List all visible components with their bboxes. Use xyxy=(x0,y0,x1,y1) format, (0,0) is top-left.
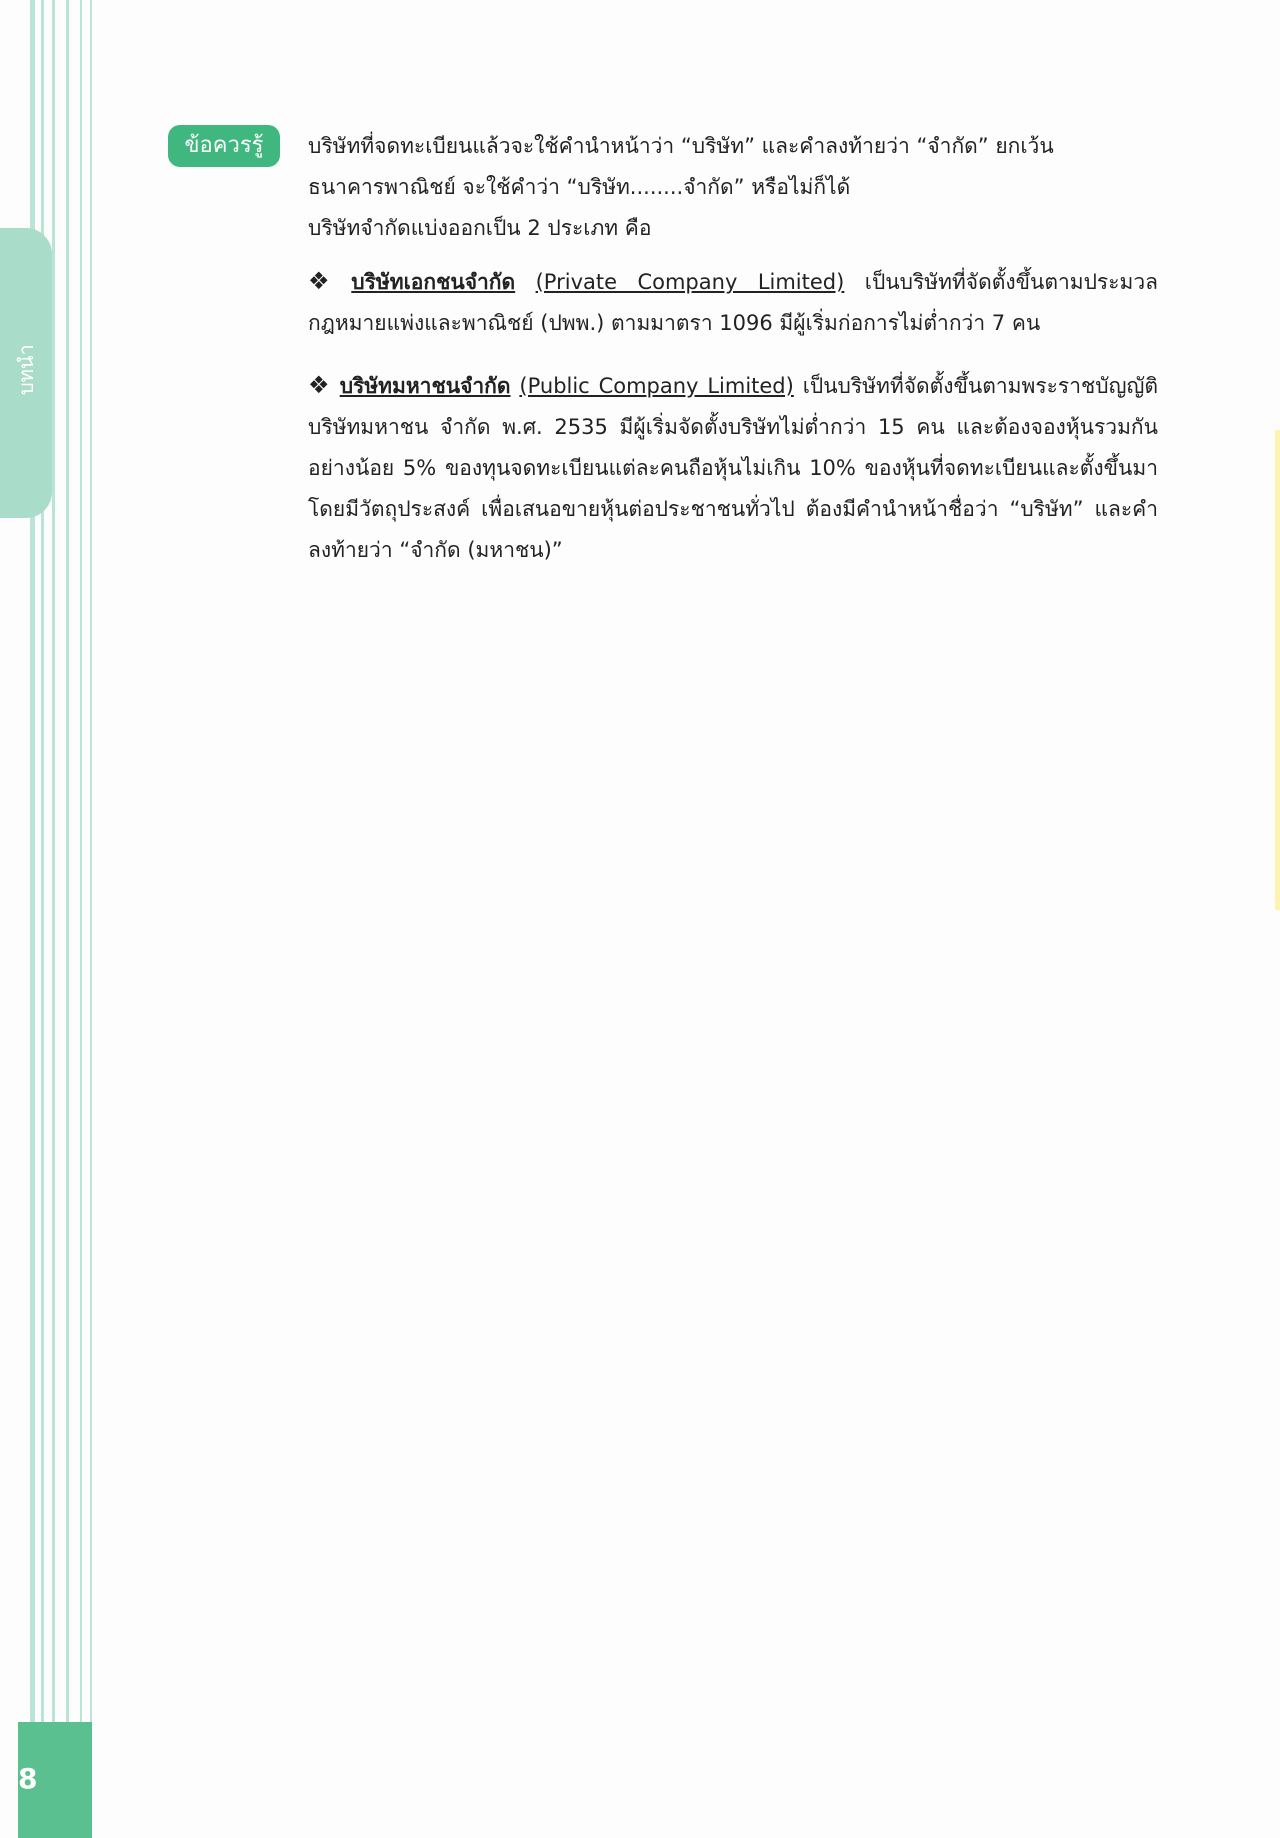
diamond-bullet-icon: ❖ xyxy=(308,371,332,399)
note-badge: ข้อควรรู้ xyxy=(168,125,280,167)
intro-paragraph xyxy=(308,126,1158,249)
company-type-english: (Private Company Limited) xyxy=(535,270,845,294)
stripe xyxy=(80,0,82,1838)
stripe xyxy=(66,0,69,1838)
intro-line: บริษัทจำกัดแบ่งออกเป็น 2 ประเภท คือ xyxy=(308,216,652,240)
company-type-description: เป็นบริษัทที่จัดตั้งขึ้นตามพระราชบัญญัติบริษัทมหาชน จำกัด พ.ศ. 2535 มีผู้เริ่มจัดตั้งบริษัทไม่ต่ำกว่า 15 คน และต้องจองหุ้นรวมกันอย่างน้อย 5% ของทุนจดทะเบียนแต่ละคนถือหุ้นไม่เกิน 10% ของหุ้นที่จดทะเบียนและตั้งขึ้นมาโดยมีวัตถุประสงค์ เพื่อเสนอขายหุ้นต่อประชาชนทั่วไป ต้องมีคำนำหน้าชื่อว่า “บริษัท” และคำลงท้ายว่า “จำกัด (มหาชน)” xyxy=(308,374,1158,562)
diamond-bullet-icon: ❖ xyxy=(308,267,344,295)
intro-line: ธนาคารพาณิชย์ จะใช้คำว่า “บริษัท........จำกัด” หรือไม่ก็ได้ xyxy=(308,175,851,199)
company-type-term: บริษัทมหาชนจำกัด xyxy=(339,374,511,398)
chapter-tab-label: บทนำ xyxy=(14,344,38,396)
company-type-description: เป็นบริษัทที่จัดตั้งขึ้นตามประมวลกฎหมายแพ่งและพาณิชย์ (ปพพ.) ตามมาตรา 1096 มีผู้เริ่มก่อการไม่ต่ำกว่า 7 คน xyxy=(308,270,1158,335)
company-type-item-public xyxy=(308,365,1158,571)
edge-highlight xyxy=(1275,430,1280,910)
company-type-english: (Public Company Limited) xyxy=(519,374,794,398)
stripe xyxy=(52,0,55,1838)
intro-line: บริษัทที่จดทะเบียนแล้วจะใช้คำนำหน้าว่า “บริษัท” และคำลงท้ายว่า “จำกัด” ยกเว้น xyxy=(308,134,1054,158)
note-content xyxy=(308,126,1158,592)
stripe xyxy=(90,0,92,1838)
company-type-term: บริษัทเอกชนจำกัด xyxy=(351,270,516,294)
page-number: 8 xyxy=(18,1762,38,1795)
company-type-item-private xyxy=(308,261,1158,344)
